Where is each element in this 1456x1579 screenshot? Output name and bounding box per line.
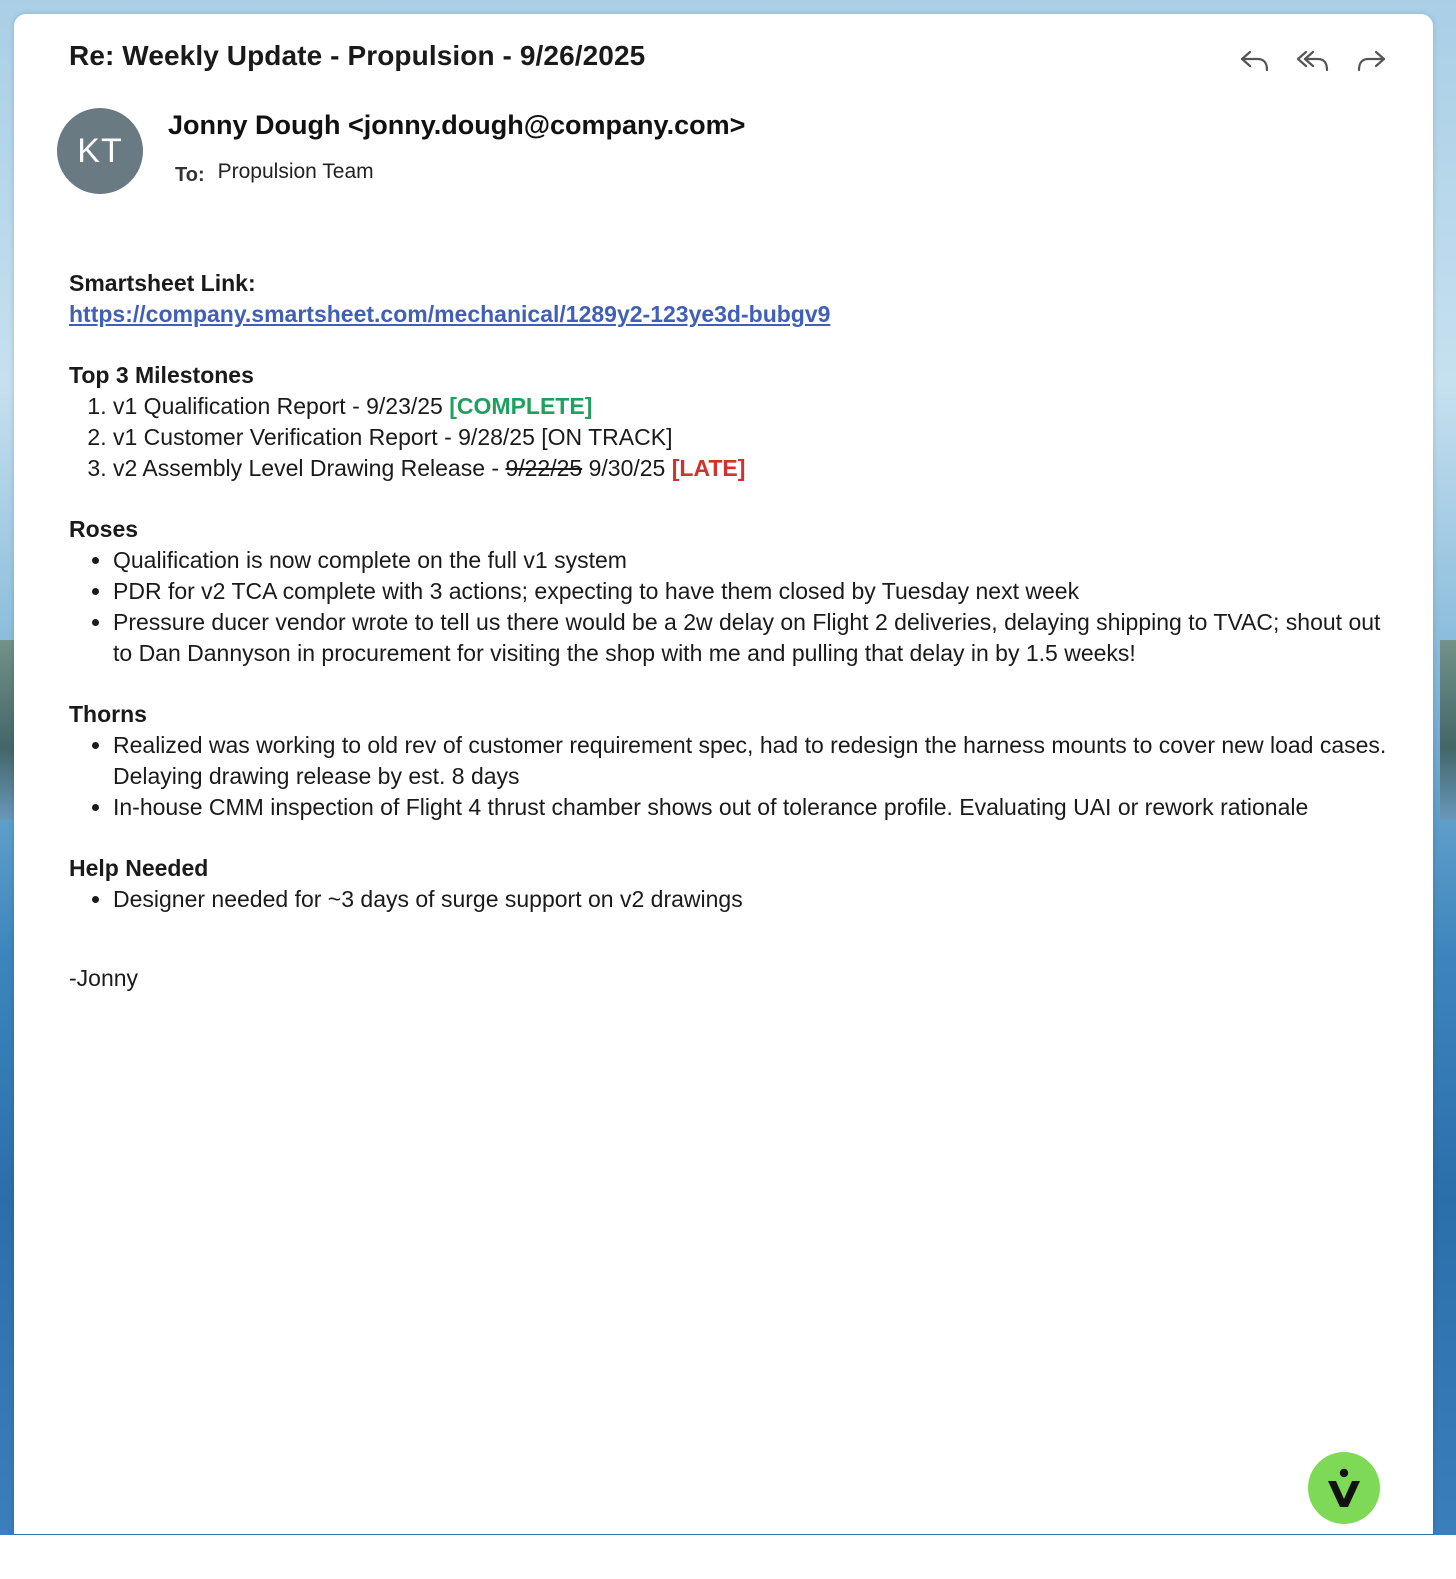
sender-name: Jonny Dough <jonny.dough@company.com> bbox=[168, 110, 746, 140]
reply-button[interactable] bbox=[1237, 44, 1273, 78]
recipient-value[interactable]: Propulsion Team bbox=[217, 160, 374, 183]
reply-icon bbox=[1238, 46, 1272, 76]
old-date: 9/22/25 bbox=[505, 455, 583, 481]
forward-button[interactable] bbox=[1353, 44, 1389, 78]
to-label: To: bbox=[175, 164, 205, 186]
v-logo-badge[interactable] bbox=[1308, 1452, 1380, 1524]
new-date: 9/30/25 bbox=[582, 455, 672, 481]
bottom-margin bbox=[0, 1535, 1456, 1579]
background-scenery-right bbox=[1440, 640, 1456, 820]
smartsheet-label: Smartsheet Link: bbox=[69, 270, 256, 296]
roses-heading: Roses bbox=[69, 516, 139, 542]
list-item: 3. v2 Assembly Level Drawing Release - 9/22/25 9/30/25 [LATE] bbox=[113, 453, 1399, 484]
list-item: 2. v1 Customer Verification Report - 9/28/25 [ON TRACK] bbox=[113, 422, 1399, 453]
v-logo-icon bbox=[1322, 1466, 1366, 1510]
reply-all-icon bbox=[1296, 46, 1330, 76]
reply-all-button[interactable] bbox=[1295, 44, 1331, 78]
milestones-list bbox=[69, 391, 1399, 484]
email-window bbox=[14, 14, 1433, 1534]
milestones-heading: Top 3 Milestones bbox=[69, 362, 254, 388]
list-item: • In-house CMM inspection of Flight 4 thrust chamber shows out of tolerance profile. Evaluating UAI or rework rationale bbox=[113, 792, 1399, 823]
help-needed-list bbox=[69, 884, 1399, 915]
email-body bbox=[69, 268, 1399, 994]
list-item: • Realized was working to old rev of customer requirement spec, had to redesign the harness mounts to cover new load cases. Delaying drawing release by est. 8 days bbox=[113, 730, 1399, 792]
thorns-heading: Thorns bbox=[69, 701, 147, 727]
roses-list bbox=[69, 545, 1399, 669]
help-needed-heading: Help Needed bbox=[69, 855, 209, 881]
recipient-row bbox=[175, 160, 374, 184]
signoff: -Jonny bbox=[69, 965, 139, 991]
sender-avatar: KT bbox=[57, 108, 143, 194]
list-item: • Designer needed for ~3 days of surge support on v2 drawings bbox=[113, 884, 1399, 915]
smartsheet-link[interactable]: https://company.smartsheet.com/mechanical/1289y2-123ye3d-bubgv9 bbox=[69, 301, 831, 327]
email-actions bbox=[1237, 44, 1389, 78]
list-item: • Qualification is now complete on the full v1 system bbox=[113, 545, 1399, 576]
status-complete: [COMPLETE] bbox=[449, 393, 593, 419]
forward-icon bbox=[1354, 46, 1388, 76]
email-subject: Re: Weekly Update - Propulsion - 9/26/2025 bbox=[69, 40, 646, 71]
list-item: • Pressure ducer vendor wrote to tell us there would be a 2w delay on Flight 2 deliveries, delaying shipping to TVAC; shout out to Dan Dannyson in procurement for visiting the shop with me and pulling that delay in by 1.5 weeks! bbox=[113, 607, 1399, 669]
list-item: 1. v1 Qualification Report - 9/23/25 [COMPLETE] bbox=[113, 391, 1399, 422]
list-item: • PDR for v2 TCA complete with 3 actions; expecting to have them closed by Tuesday next week bbox=[113, 576, 1399, 607]
thorns-list bbox=[69, 730, 1399, 823]
status-late: [LATE] bbox=[671, 455, 746, 481]
